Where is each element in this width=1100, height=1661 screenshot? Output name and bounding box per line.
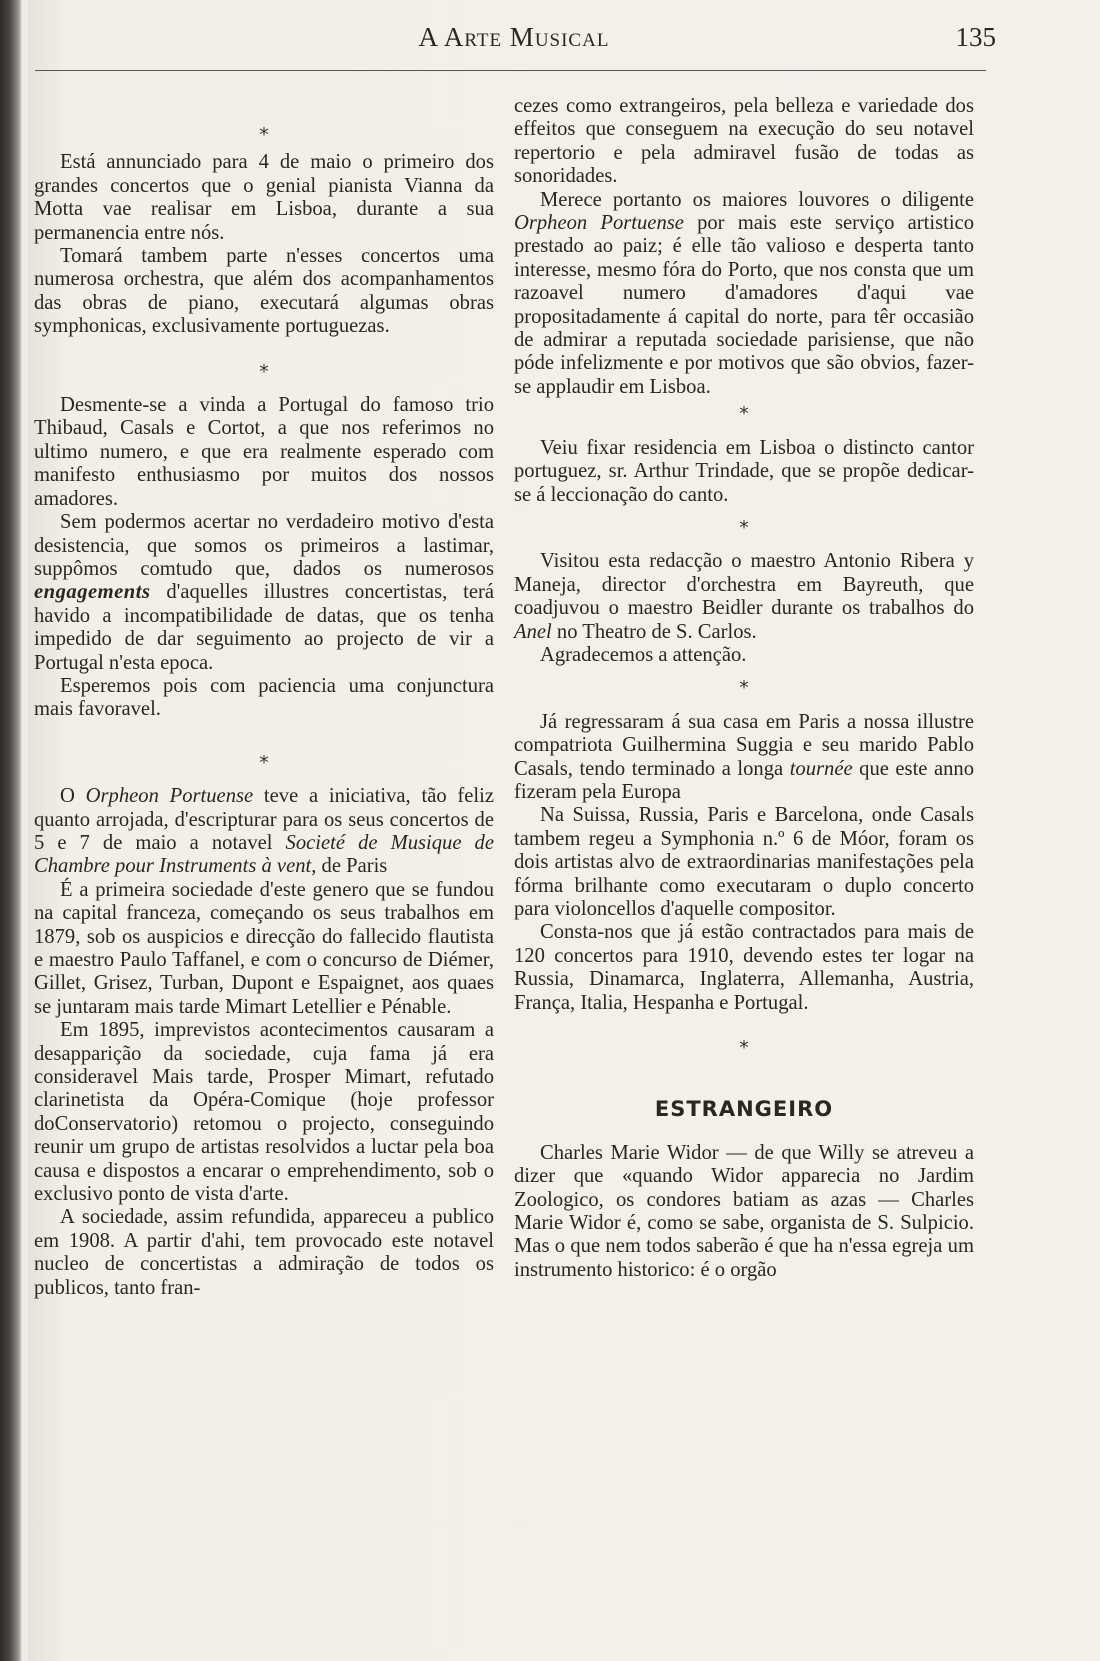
paragraph-1908: A sociedade, assim refundida, appareceu a publico em 1908. A partir d'ahi, tem provocado este notavel nucleo de concertistas a admiração de todos os publicos, tanto fran- — [34, 1206, 494, 1299]
paragraph-agradecemos: Agradecemos a attenção. — [540, 643, 747, 666]
italic-term: Orpheon Portuense — [85, 785, 254, 808]
italic-term: tournée — [789, 757, 853, 780]
paragraph-orchestra: Tomará tambem parte n'esses concertos uma numerosa orchestra, que além dos acompanhamentos das obras de piano, executará algumas obras symphonicas, exclusivamente portuguezas. — [34, 245, 494, 338]
paragraph-widor: Charles Marie Widor — de que Willy se atreveu a dizer que «quando Widor apparecia no Jardim Zoologico, os condores batiam as azas — Charles Marie Widor é, como se sabe, organista de S. Sulpicio. Mas o que nem todos saberão é que ha n'essa egreja um instrumento historico: é o orgão — [514, 1141, 974, 1281]
running-title: A Arte Musical — [418, 22, 610, 52]
text-run: que este anno fizeram pela Europa — [514, 757, 974, 803]
italic-term: Orpheon Portuense — [514, 212, 684, 235]
section-separator: * — [739, 1037, 749, 1060]
italic-term: engagements — [34, 581, 151, 604]
text-run: Sem podermos acertar no verdadeiro motivo d'esta desistencia, que somos os primeiros a lastimar, suppômos comtudo que, dados os numerosos — [34, 511, 494, 580]
paragraph-conjunctura: Esperemos pois com paciencia uma conjunctura mais favoravel. — [34, 674, 494, 721]
section-separator: * — [259, 360, 269, 383]
paragraph-louvores — [514, 189, 974, 400]
text-run: d'aquelles illustres concertistas, terá havido a incompatibilidade de datas, que os tenha impedido de dar seguimento ao projecto de vir a Portugal n'esta epoca. — [34, 581, 494, 674]
text-run: por mais este serviço artistico prestado ao paiz; é elle tão valioso e desperta tanto interesse, mesmo fóra do Porto, que nos consta que um razoavel numero d'amadores d'aqui vae propositadamente á capital do norte, para têr occasião de admirar a reputada sociedade parisiense, que não póde infelizmente e por motivos que são obvios, fazer-se applaudir em Lisboa. — [514, 212, 974, 398]
section-separator: * — [739, 677, 749, 700]
magazine-page — [28, 0, 1100, 1661]
section-separator: * — [259, 751, 269, 774]
paragraph-trio-thibaud: Desmente-se a vinda a Portugal do famoso trio Thibaud, Casals e Cortot, a que nos referimos no ultimo numero, e que era realmente esperado com manifesto enthusiasmo por muitos dos nossos amadores. — [34, 394, 494, 510]
section-separator: * — [259, 124, 269, 146]
paragraph-continuation: cezes como extrangeiros, pela belleza e variedade dos effeitos que conseguem na execução do seu notavel repertorio e pela admiravel fusão de todas as sonoridades. — [514, 95, 974, 188]
paragraph-sociedade-history: É a primeira sociedade d'este genero que se fundou na capital franceza, começando os seus trabalhos em 1879, sob os auspicios e direcção do fallecido flautista e maestro Paulo Taffanel, e com o concurso de Diémer, Gillet, Grisez, Turban, Dupont e Espaignet, aos quaes se juntaram mais tarde Mimart Letellier e Pénable. — [34, 878, 494, 1018]
text-run: Visitou esta redacção o maestro Antonio Ribera y Maneja, director d'orchestra em Bayreuth, que coadjuvou o maestro Beidler durante os trabalhos do — [514, 550, 974, 620]
paragraph-arthur-trindade: Veiu fixar residencia em Lisboa o distincto cantor portuguez, sr. Arthur Trindade, que se propõe dedicar-se á leccionação do canto. — [514, 436, 974, 506]
paragraph-1895: Em 1895, imprevistos acontecimentos causaram a desapparição da sociedade, cuja fama já era consideravel Mais tarde, Prosper Mimart, refutado clarinetista da Opéra-Comique (hoje professor doConservatorio) retomou o projecto, conseguindo reunir um grupo de artistas resolvidos a luctar pela boa causa e dispostos a encarar o emprehendimento, sob o exclusivo ponto de vista d'arte. — [34, 1019, 494, 1206]
italic-term: Anel — [514, 620, 552, 643]
section-separator: * — [739, 403, 749, 426]
text-run: , de Paris — [311, 855, 388, 878]
left-column — [34, 120, 494, 1300]
text-run: Merece portanto os maiores louvores o diligente — [540, 188, 974, 211]
paragraph-orpheon-portuense — [34, 785, 494, 879]
header-rule — [35, 70, 986, 71]
section-heading-estrangeiro: ESTRANGEIRO — [654, 1097, 834, 1122]
paragraph-suggia-casals — [514, 711, 974, 805]
page-number: 135 — [955, 22, 996, 52]
text-run: no Theatro de S. Carlos. — [551, 620, 757, 643]
text-run: teve a iniciativa, tão feliz quanto arrojada, d'escripturar para os seus concertos de 5 e 7 de maio a notavel — [34, 785, 494, 854]
paragraph-vianna-da-motta: Está annunciado para 4 de maio o primeiro dos grandes concertos que o genial pianista Vianna da Motta vae realisar em Lisboa, durante a sua permanencia entre nós. — [34, 151, 494, 244]
paragraph-desistencia — [34, 511, 494, 675]
page-header — [28, 22, 1100, 62]
book-binding-shadow — [0, 0, 22, 1661]
paragraph-contractos: Consta-nos que já estão contractados para mais de 120 concertos para 1910, devendo estes ter logar na Russia, Dinamarca, Inglaterra, Allemanha, Austria, França, Italia, Hespanha e Portugal. — [514, 921, 974, 1014]
section-separator: * — [739, 516, 749, 539]
right-column — [514, 95, 974, 1282]
paragraph-ribera-maneja — [514, 550, 974, 644]
italic-term: Societé de Musique de Chambre pour Instruments à vent — [34, 831, 494, 878]
text-run: Já regressaram á sua casa em Paris a nossa illustre compatriota Guilhermina Suggia e seu marido Pablo Casals, tendo terminado a longa — [514, 710, 974, 780]
text-run: O — [60, 785, 86, 808]
paragraph-tour: Na Suissa, Russia, Paris e Barcelona, onde Casals tambem regeu a Symphonia n.º 6 de Móor, foram os dois artistas alvo de extraordinarias manifestações pela fórma brilhante como executaram o duplo concerto para violoncellos d'aquelle compositor. — [514, 804, 974, 920]
